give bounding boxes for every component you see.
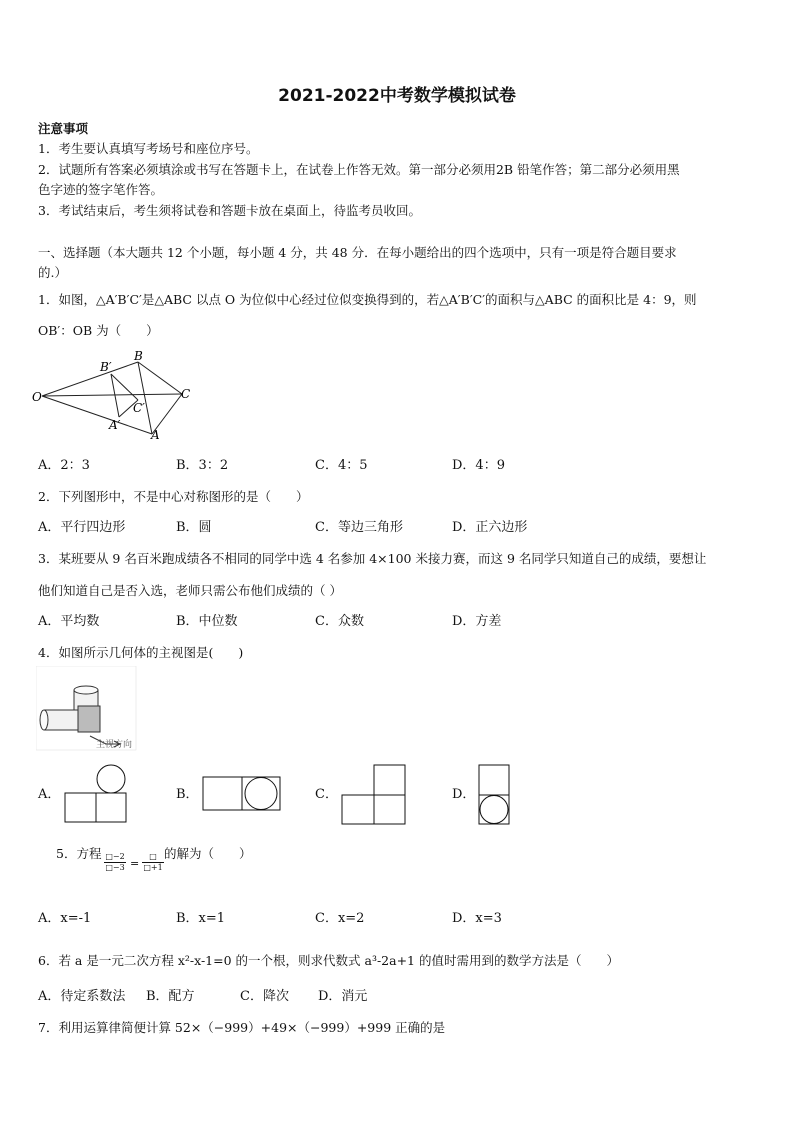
view-direction-label: 主视方向 xyxy=(96,740,133,750)
fraction-left-denominator: □−3 xyxy=(105,863,125,872)
fraction-right-denominator: □+1 xyxy=(143,863,163,872)
notice-heading: 注意事项 xyxy=(38,121,89,136)
notice-item: 1．考生要认真填写考场号和座位序号。 xyxy=(38,141,259,156)
option-c: C．降次 xyxy=(240,989,289,1004)
option-c: C．4：5 xyxy=(315,458,368,473)
option-a-figure xyxy=(64,764,128,824)
fraction-right xyxy=(142,852,164,873)
question-1-stem-cont: OB′：OB 为（ ） xyxy=(38,323,159,338)
option-d: D．4：9 xyxy=(452,458,505,473)
point-c-prime-label: C′ xyxy=(133,401,145,415)
question-3-stem: 3．某班要从 9 名百米跑成绩各不相同的同学中选 4 名参加 4×100 米接力赛，而这 9 名同学只知道自己的成绩，要想让 xyxy=(38,551,707,566)
point-a-label: A xyxy=(151,428,160,442)
section-header-cont: 的.） xyxy=(38,265,67,280)
option-a: A．平行四边形 xyxy=(38,520,126,535)
notice-item: 2．试题所有答案必须填涂或书写在答题卡上，在试卷上作答无效。第一部分必须用2B 铅笔作答；第二部分必须用黑 xyxy=(38,162,680,177)
question-5-prefix: 5．方程 xyxy=(56,846,102,861)
option-d: D．方差 xyxy=(452,614,502,629)
notice-item: 色字迹的签字笔作答。 xyxy=(38,182,164,197)
option-b: B．3：2 xyxy=(176,458,229,473)
option-c: C．众数 xyxy=(315,614,364,629)
option-c: C．x=2 xyxy=(315,911,365,926)
option-a: A．平均数 xyxy=(38,614,100,629)
option-d: D．消元 xyxy=(318,989,368,1004)
fraction-left xyxy=(104,852,126,873)
question-1-stem: 1．如图，△A′B′C′是△ABC 以点 O 为位似中心经过位似变换得到的，若△A′B′C′的面积与△ABC 的面积比是 4：9，则 xyxy=(38,292,697,307)
point-o-label: O xyxy=(32,390,42,404)
point-c-label: C xyxy=(181,387,191,401)
similar-triangles-figure xyxy=(30,345,205,445)
question-6-stem: 6．若 a 是一元二次方程 x²-x-1=0 的一个根，则求代数式 a³-2a+1 的值时需用到的数学方法是（ ） xyxy=(38,953,619,968)
option-b: B．配方 xyxy=(146,989,195,1004)
option-d: D． xyxy=(452,787,476,802)
question-7-stem: 7．利用运算律简便计算 52×（−999）+49×（−999）+999 正确的是 xyxy=(38,1020,446,1035)
point-a-prime-label: A′ xyxy=(109,418,121,432)
notice-item: 3．考试结束后，考生须将试卷和答题卡放在桌面上，待监考员收回。 xyxy=(38,203,421,218)
option-b-figure xyxy=(202,776,282,812)
point-b-label: B xyxy=(134,349,143,363)
option-b: B．x=1 xyxy=(176,911,226,926)
option-d-figure xyxy=(478,764,512,826)
option-a: A．2：3 xyxy=(38,458,90,473)
option-b: B．中位数 xyxy=(176,614,238,629)
question-3-stem-cont: 他们知道自己是否入选，老师只需公布他们成绩的（ ） xyxy=(38,583,342,598)
option-d: D．x=3 xyxy=(452,911,502,926)
question-2-stem: 2．下列图形中，不是中心对称图形的是（ ） xyxy=(38,489,309,504)
question-5-suffix: 的解为（ ） xyxy=(164,846,252,861)
option-a: A．x=-1 xyxy=(38,911,92,926)
section-header: 一、选择题（本大题共 12 个小题，每小题 4 分，共 48 分．在每小题给出的四个选项中，只有一项是符合题目要求 xyxy=(38,245,677,260)
question-4-stem: 4．如图所示几何体的主视图是( ) xyxy=(38,645,244,660)
option-b: B． xyxy=(176,787,199,802)
option-a: A．待定系数法 xyxy=(38,989,126,1004)
option-a: A． xyxy=(38,787,61,802)
fraction-left-numerator: □−2 xyxy=(105,852,125,861)
page-title: 2021-2022中考数学模拟试卷 xyxy=(278,86,516,106)
option-c: C．等边三角形 xyxy=(315,520,403,535)
option-c: C． xyxy=(315,787,338,802)
equals-sign: = xyxy=(130,857,140,870)
option-b: B．圆 xyxy=(176,520,212,535)
solid-figure xyxy=(36,666,146,756)
fraction-right-numerator: □ xyxy=(149,852,157,861)
option-c-figure xyxy=(341,764,407,826)
option-d: D．正六边形 xyxy=(452,520,528,535)
point-b-prime-label: B′ xyxy=(100,360,112,374)
